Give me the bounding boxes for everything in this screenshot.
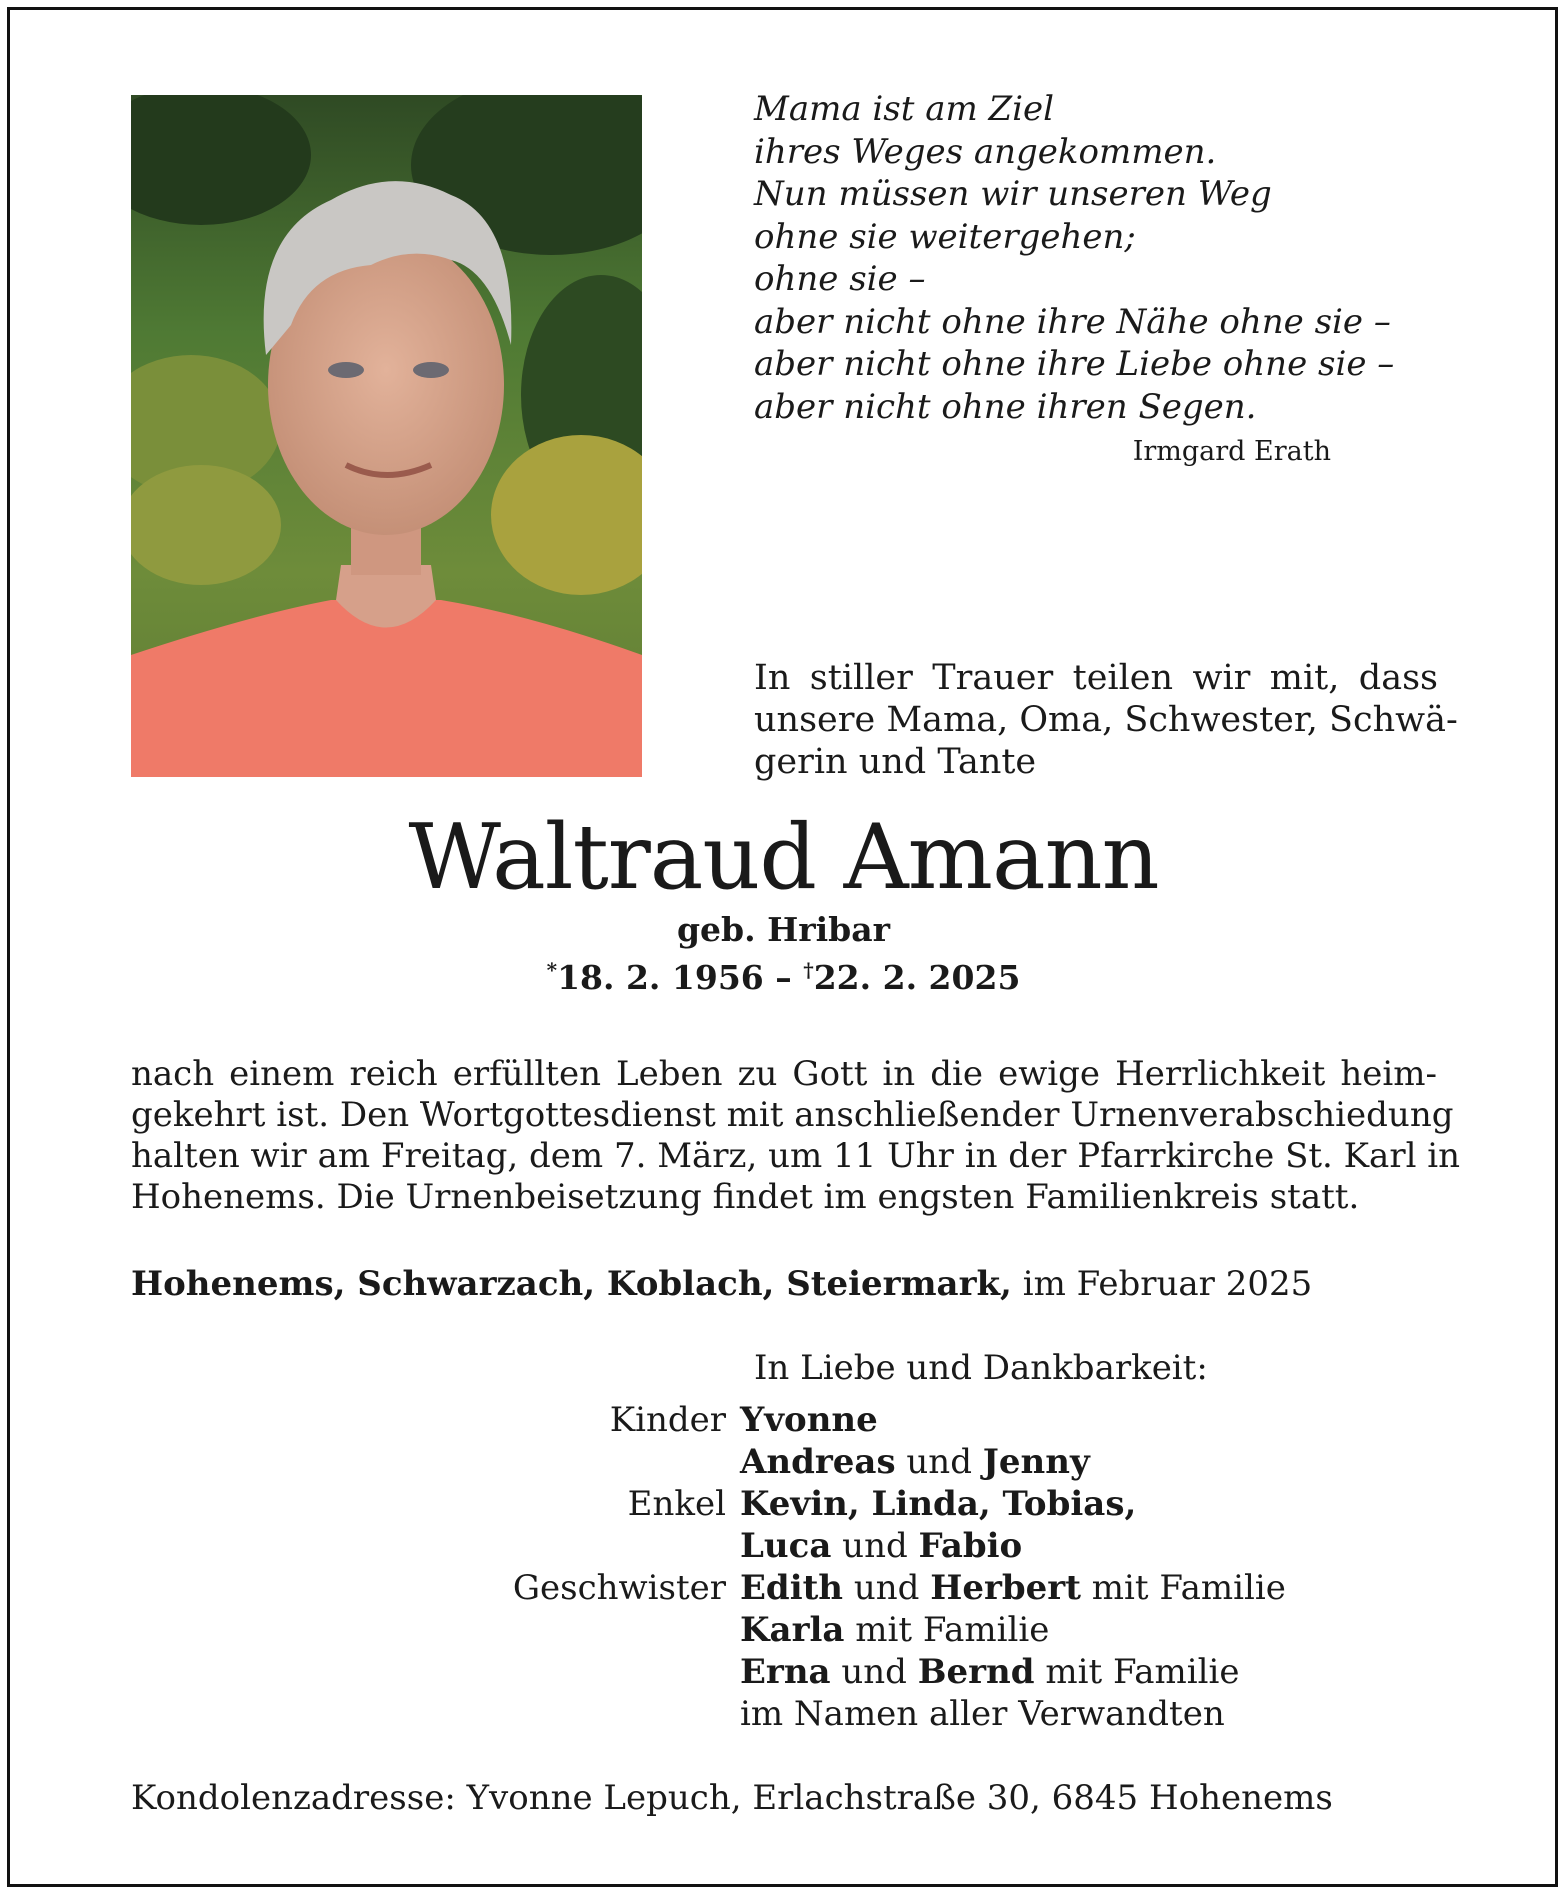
life-dates xyxy=(0,950,1567,998)
family-names xyxy=(740,1609,1049,1651)
poem-line: aber nicht ohne ihren Segen. xyxy=(754,386,1257,427)
announcement-body xyxy=(131,1054,1461,1218)
poem-line: ihres Weges angekommen. xyxy=(754,131,1217,172)
poem-line: aber nicht ohne ihre Liebe ohne sie – xyxy=(754,344,1395,384)
intro-line: unsere Mama, Oma, Schwester, Schwä- xyxy=(754,700,1458,740)
family-member: Herbert xyxy=(930,1568,1081,1608)
role-label: Geschwister xyxy=(512,1568,726,1608)
poem-line: ohne sie weitergehen; xyxy=(754,216,1136,257)
intro-line: In stiller Trauer teilen wir mit, dass xyxy=(754,658,1438,698)
family-member: Bernd xyxy=(917,1652,1035,1692)
family-member: Andreas xyxy=(740,1442,896,1482)
connector: und xyxy=(841,1652,907,1692)
connector: mit Familie xyxy=(1091,1568,1286,1608)
family-row xyxy=(0,1483,1567,1525)
family-names xyxy=(740,1441,1090,1483)
family-member: Jenny xyxy=(982,1442,1090,1482)
places-date: im Februar 2025 xyxy=(1022,1264,1313,1304)
condolence-address: Kondolenzadresse: Yvonne Lepuch, Erlachstraße 30, 6845 Hohenems xyxy=(131,1778,1333,1818)
death-symbol: † xyxy=(803,958,814,982)
family-member: Fabio xyxy=(918,1526,1023,1566)
date-separator: – xyxy=(775,958,792,997)
poem-line: Mama ist am Ziel xyxy=(754,89,1055,129)
birth-symbol: * xyxy=(546,958,558,982)
family-member: Edith xyxy=(740,1568,844,1608)
role-label xyxy=(0,1441,740,1483)
death-date: 22. 2. 2025 xyxy=(813,958,1021,997)
body-line: gekehrt ist. Den Wortgottesdienst mit anschließender Urnenverabschiedung xyxy=(131,1095,1454,1135)
poem-line: Nun müssen wir unseren Weg xyxy=(754,174,1272,214)
family-row xyxy=(0,1441,1567,1483)
connector: und xyxy=(842,1526,908,1566)
birth-date: 18. 2. 1956 xyxy=(557,958,764,997)
family-names xyxy=(740,1651,1239,1693)
relatives-line: im Namen aller Verwandten xyxy=(740,1694,1225,1734)
places-line xyxy=(131,1264,1437,1305)
intro-text xyxy=(754,657,1458,783)
portrait-photo-icon xyxy=(131,95,642,777)
role-label xyxy=(0,1693,740,1735)
poem xyxy=(754,88,1395,428)
poem-line: ohne sie – xyxy=(754,259,926,299)
body-line: halten wir am Freitag, dem 7. März, um 11 Uhr in der Pfarrkirche St. Karl in xyxy=(131,1136,1461,1176)
connector: mit Familie xyxy=(1045,1652,1240,1692)
connector: und xyxy=(853,1568,920,1608)
family-names xyxy=(740,1525,1022,1567)
role-label: Kinder xyxy=(609,1400,726,1440)
family-member: Kevin, Linda, Tobias, xyxy=(740,1484,1137,1524)
family-row xyxy=(0,1399,1567,1441)
family-row xyxy=(0,1567,1567,1609)
places-towns: Hohenems, Schwarzach, Koblach, Steiermark, xyxy=(131,1264,1012,1304)
family-names xyxy=(740,1567,1286,1609)
family-row xyxy=(0,1525,1567,1567)
body-line: nach einem reich erfüllten Leben zu Gott in die ewige Herrlichkeit heim- xyxy=(131,1054,1437,1094)
poem-author: Irmgard Erath xyxy=(1132,436,1331,467)
connector: und xyxy=(906,1442,972,1482)
family-member: Yvonne xyxy=(740,1400,878,1440)
family-row xyxy=(0,1651,1567,1693)
role-label: Enkel xyxy=(627,1484,726,1524)
poem-line: aber nicht ohne ihre Nähe ohne sie – xyxy=(754,301,1391,342)
intro-line: gerin und Tante xyxy=(754,742,1037,782)
portrait-photo xyxy=(131,95,642,777)
maiden-name: geb. Hribar xyxy=(676,910,891,949)
role-label xyxy=(0,1609,740,1651)
role-label xyxy=(0,1651,740,1693)
family-names xyxy=(740,1483,1136,1525)
family-member: Erna xyxy=(740,1652,831,1692)
family-row xyxy=(0,1693,1567,1735)
family-list xyxy=(0,1399,1567,1735)
signoff: In Liebe und Dankbarkeit: xyxy=(754,1348,1208,1388)
family-names xyxy=(740,1399,878,1441)
family-member: Karla xyxy=(740,1610,845,1650)
family-row xyxy=(0,1609,1567,1651)
role-label xyxy=(0,1525,740,1567)
deceased-name: Waltraud Amann xyxy=(408,805,1159,910)
body-line: Hohenems. Die Urnenbeisetzung findet im engsten Familienkreis statt. xyxy=(131,1177,1360,1217)
connector: mit Familie xyxy=(855,1610,1050,1650)
family-member: Luca xyxy=(740,1526,832,1566)
